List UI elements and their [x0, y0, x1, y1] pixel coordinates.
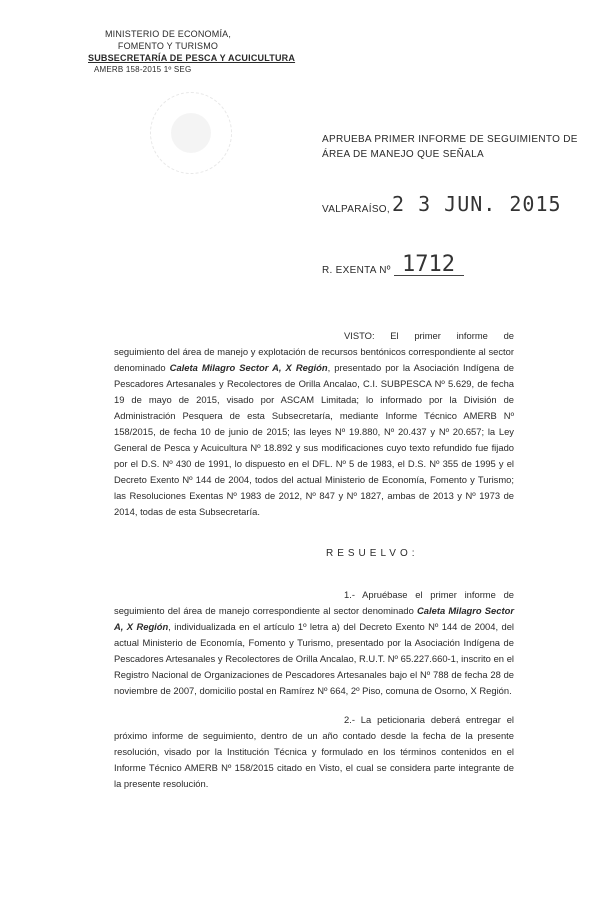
item1-lead: 1.- Apruébase el primer informe de seguimiento del área de manejo correspondiente al sector denominado [114, 589, 514, 616]
ministry-line1: MINISTERIO DE ECONOMÍA, [104, 29, 232, 39]
visto-paragraph [114, 328, 514, 520]
visto-sector: Caleta Milagro Sector A, X Región [169, 362, 328, 373]
resolution-title [322, 132, 578, 162]
item1-paragraph [114, 587, 514, 699]
visto-rest: , presentado por la Asociación Indígena de Pescadores Artesanales y Recolectores de Orilla Ancalao, C.I. SUBPESCA Nº 5.629, de fecha 19 de mayo de 2015, visado por ASCAM Limitada; lo informado por la División de Administración Pesquera de esta Subsecretaría, mediante Informe Técnico AMERB Nº 158/2015, de fecha 10 de junio de 2015; las leyes Nº 19.880, Nº 20.437 y Nº 20.657; la Ley General de Pesca y Acuicultura Nº 18.892 y sus modificaciones cuyo texto refundido fue fijado por el D.S. Nº 430 de 1991, lo dispuesto en el DFL. Nº 5 de 1983, el D.S. Nº 355 de 1995 y el Decreto Exento Nº 144 de 2004, todos del actual Ministerio de Economía, Fomento y Turismo; las Resoluciones Exentas Nº 1983 de 2012, Nº 847 y Nº 1827, ambas de 2013 y Nº 1973 de 2014, todas de esta Subsecretaría. [114, 362, 514, 517]
item1-rest: , individualizada en el artículo 1º letra a) del Decreto Exento Nº 144 de 2004, del actual Ministerio de Economía, Fomento y Turismo, presentado por la Asociación Indígena de Pescadores Artesanales y Recolectores de Orilla Ancalao, R.U.T. Nº 65.227.660-1, inscrito en el Registro Nacional de Organizaciones de Pescadores Artesanales bajo el Nº 788 de fecha 28 de noviembre de 2007, domicilio postal en Ramírez Nº 664, 2º Piso, comuna de Osorno, X Región. [114, 621, 514, 696]
resuelvo-heading: RESUELVO: [326, 548, 419, 559]
item2-text: 2.- La peticionaria deberá entregar el próximo informe de seguimiento, dentro de un año contado desde la fecha de la presente resolución, visado por la Institución Técnica y formulado en los términos contenidos en el Informe Técnico AMERB Nº 158/2015 citado en Visto, el cual se considera parte integrante de la presente resolución. [114, 714, 514, 789]
item1-sector: Caleta Milagro Sector A, X Región [114, 605, 514, 632]
item2-paragraph [114, 712, 514, 792]
date-stamp: 2 3 JUN. 2015 [392, 192, 562, 216]
place-label: VALPARAÍSO, [322, 204, 390, 215]
visto-lead: VISTO: El primer informe de seguimiento del área de manejo y explotación de recursos bentónicos correspondiente al sector denominado [114, 330, 514, 373]
subsecretaria-line: SUBSECRETARÍA DE PESCA Y ACUICULTURA [88, 53, 296, 63]
faded-seal [150, 92, 232, 174]
resolution-number: 1712 [402, 252, 455, 277]
letterhead [88, 28, 296, 76]
title-line1: APRUEBA PRIMER INFORME DE SEGUIMIENTO DE [322, 134, 578, 145]
ministry-line2: FOMENTO Y TURISMO [117, 41, 219, 51]
exenta-text: R. EXENTA Nº [322, 265, 391, 276]
reference-code: AMERB 158-2015 1º SEG [94, 65, 192, 74]
title-line2: ÁREA DE MANEJO QUE SEÑALA [322, 149, 484, 160]
